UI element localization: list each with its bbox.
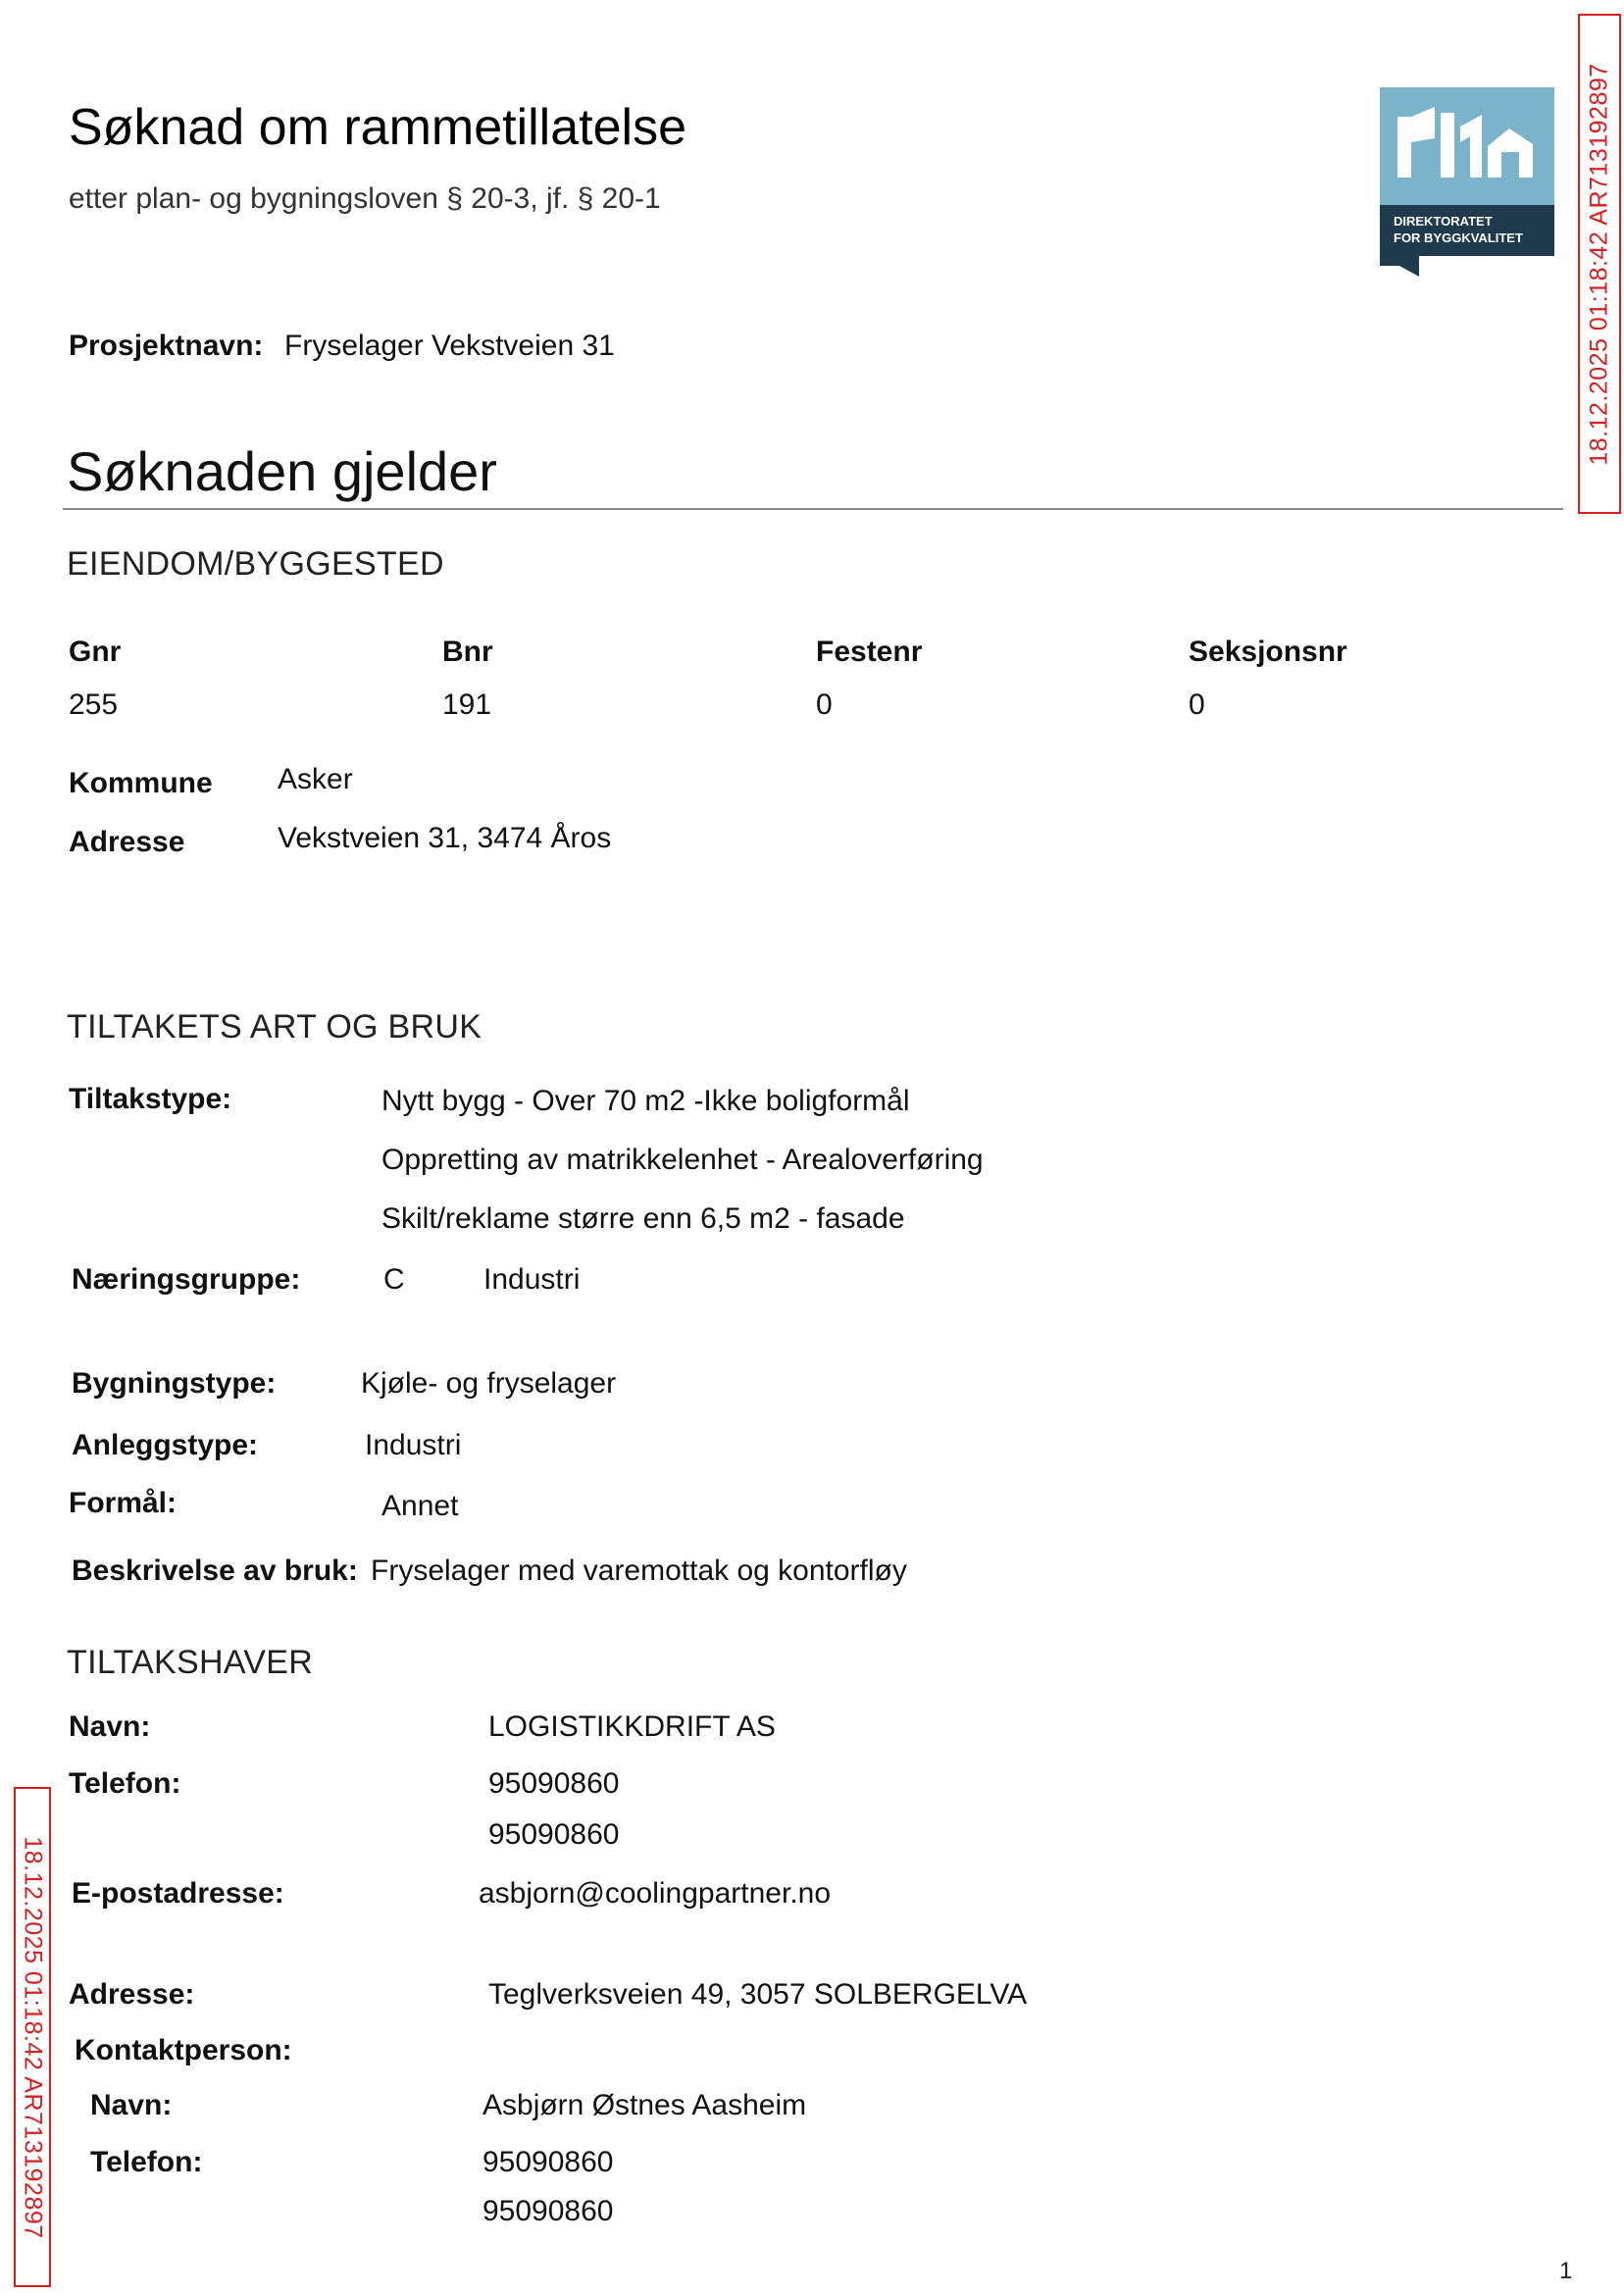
project-value: Fryselager Vekstveien 31: [284, 330, 615, 362]
stamp-text: 18.12.2025 01:18:42 AR713192897: [19, 1835, 47, 2239]
seksjonsnr-label: Seksjonsnr: [1189, 636, 1347, 668]
tiltak-heading: TILTAKETS ART OG BRUK: [67, 1008, 482, 1045]
kontakt-telefon-value: 95090860: [482, 2195, 614, 2227]
gnr-value: 255: [69, 688, 119, 721]
kommune-value: Asker: [278, 763, 353, 795]
eiendom-heading: EIENDOM/BYGGESTED: [67, 545, 444, 583]
navn-value: LOGISTIKKDRIFT AS: [488, 1710, 776, 1743]
bygningstype-label: Bygningstype:: [72, 1367, 277, 1400]
bygningstype-value: Kjøle- og fryselager: [361, 1367, 617, 1400]
bnr-value: 191: [442, 688, 492, 721]
telefon-value: 95090860: [488, 1818, 620, 1851]
beskrivelse-value: Fryselager med varemottak og kontorfløy: [371, 1555, 907, 1587]
timestamp-stamp-left: [14, 1787, 51, 2287]
kontakt-telefon-value: 95090860: [482, 2146, 614, 2178]
section-title: Søknaden gjelder: [67, 440, 497, 502]
section-divider: [63, 508, 1563, 510]
adresse-label: Adresse: [69, 826, 185, 858]
kommune-label: Kommune: [69, 767, 213, 799]
festenr-label: Festenr: [816, 636, 923, 668]
page-number: 1: [1559, 2258, 1573, 2284]
timestamp-stamp-right: [1578, 14, 1621, 514]
kontakt-navn-value: Asbjørn Østnes Aasheim: [482, 2089, 807, 2121]
formal-value: Annet: [381, 1490, 459, 1522]
bnr-label: Bnr: [442, 636, 493, 668]
festenr-value: 0: [816, 688, 833, 721]
seksjonsnr-value: 0: [1189, 688, 1205, 721]
tiltakshaver-heading: TILTAKSHAVER: [67, 1644, 314, 1681]
anleggstype-label: Anleggstype:: [72, 1429, 259, 1461]
project-label: Prosjektnavn:: [69, 330, 264, 362]
gnr-label: Gnr: [69, 636, 122, 668]
naeringsgruppe-label: Næringsgruppe:: [72, 1263, 301, 1296]
naeringsgruppe-code: C: [383, 1263, 405, 1296]
page-subtitle: etter plan- og bygningsloven § 20-3, jf. § 20-1: [69, 182, 661, 215]
tiltakstype-label: Tiltakstype:: [69, 1083, 232, 1115]
naeringsgruppe-name: Industri: [483, 1263, 581, 1296]
telefon-value: 95090860: [488, 1767, 620, 1800]
beskrivelse-label: Beskrivelse av bruk:: [72, 1555, 358, 1587]
kontaktperson-label: Kontaktperson:: [75, 2034, 292, 2066]
kontakt-navn-label: Navn:: [90, 2089, 173, 2121]
logo-line2: FOR BYGGKVALITET: [1394, 230, 1523, 245]
stamp-text: 18.12.2025 01:18:42 AR713192897: [1585, 62, 1613, 466]
kontakt-telefon-label: Telefon:: [90, 2146, 203, 2178]
telefon-label: Telefon:: [69, 1767, 181, 1800]
adresse-value: Vekstveien 31, 3474 Åros: [278, 822, 612, 854]
formal-label: Formål:: [69, 1487, 178, 1519]
dibk-logo: [1380, 87, 1554, 277]
tiltakstype-item: Skilt/reklame større enn 6,5 m2 - fasade: [381, 1202, 905, 1235]
tiltakstype-item: Oppretting av matrikkelenhet - Arealoverføring: [381, 1144, 984, 1176]
epost-value: asbjorn@coolingpartner.no: [479, 1877, 832, 1910]
epost-label: E-postadresse:: [72, 1877, 284, 1910]
tiltakshaver-adresse-label: Adresse:: [69, 1978, 195, 2011]
tiltakstype-item: Nytt bygg - Over 70 m2 -Ikke boligformål: [381, 1085, 910, 1117]
anleggstype-value: Industri: [365, 1429, 462, 1461]
page-title: Søknad om rammetillatelse: [69, 99, 686, 156]
logo-line1: DIREKTORATET: [1394, 214, 1493, 229]
tiltakshaver-adresse-value: Teglverksveien 49, 3057 SOLBERGELVA: [488, 1978, 1028, 2011]
navn-label: Navn:: [69, 1710, 151, 1743]
